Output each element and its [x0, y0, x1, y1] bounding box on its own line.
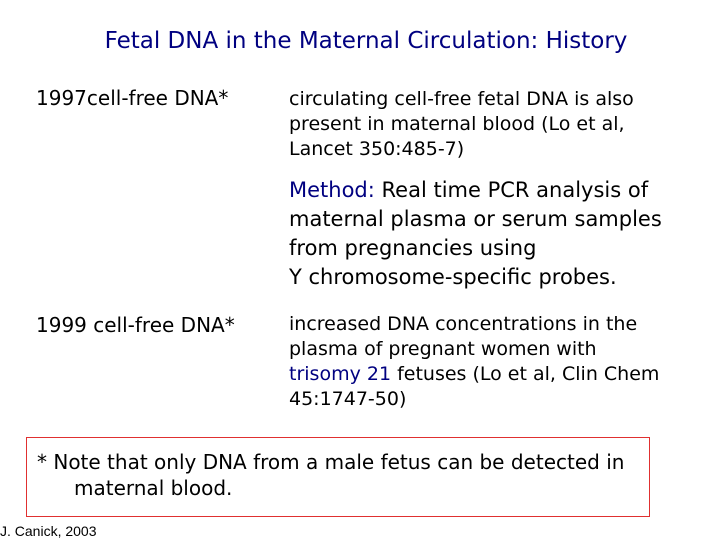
note-line: maternal blood. [74, 476, 233, 500]
entry-1999-description [289, 312, 709, 412]
method-line: from pregnancies using [289, 236, 537, 260]
note-box [26, 437, 650, 517]
entry-1997-line: present in maternal blood (Lo et al, [289, 113, 625, 135]
method-line: Y chromosome-specific probes. [289, 265, 617, 289]
note-line: * Note that only DNA from a male fetus can be detected in [37, 450, 625, 474]
slide-title: Fetal DNA in the Maternal Circulation: History [104, 28, 628, 54]
entry-1999-line: plasma of pregnant women with [289, 338, 597, 360]
entry-1999-line: 45:1747-50) [289, 388, 407, 410]
entry-1999-line [289, 362, 709, 387]
entry-1999-line-rest: fetuses (Lo et al, Clin Chem [391, 363, 660, 385]
entry-1997-line: circulating cell-free fetal DNA is also [289, 88, 634, 110]
method-line [289, 176, 709, 205]
entry-1997-label: 1997cell-free DNA* [36, 86, 229, 110]
entry-1997-description [289, 87, 709, 162]
entry-1999-line: increased DNA concentrations in the [289, 313, 638, 335]
method-description [289, 176, 709, 292]
method-label: Method: [289, 178, 375, 202]
entry-1999-label: 1999 cell-free DNA* [36, 313, 235, 337]
method-line: maternal plasma or serum samples [289, 207, 662, 231]
author-credit: J. Canick, 2003 [0, 523, 97, 539]
method-line-rest: Real time PCR analysis of [374, 178, 649, 202]
entry-1997-line: Lancet 350:485-7) [289, 138, 465, 160]
trisomy-highlight: trisomy 21 [289, 363, 392, 385]
